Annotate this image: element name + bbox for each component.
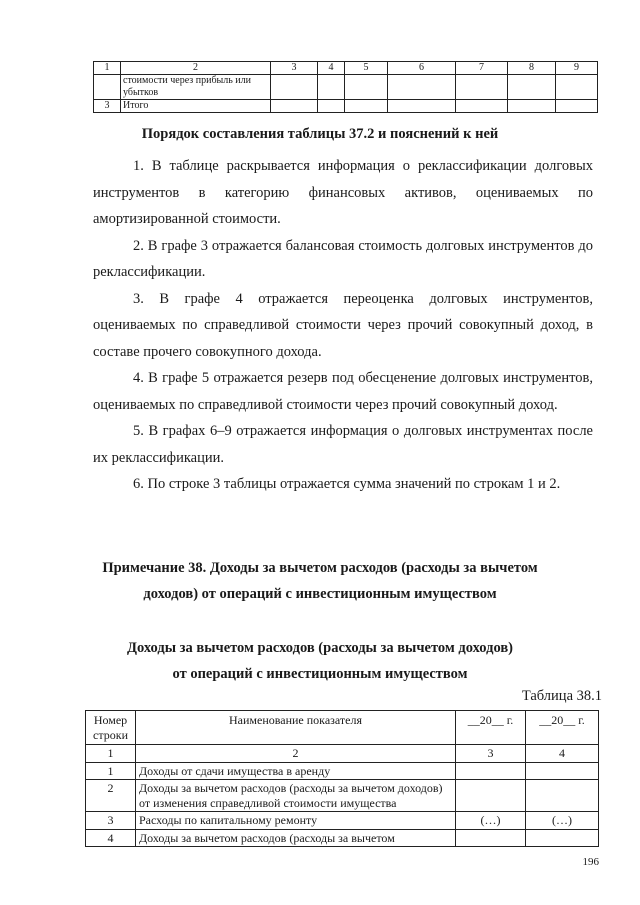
row-name: Доходы от сдачи имущества в аренду (136, 762, 456, 780)
column-number: 1 (94, 62, 121, 75)
header-year-1: __20__ г. (456, 711, 526, 745)
table-37-2-continuation (93, 61, 598, 113)
table-row (94, 100, 598, 113)
row-value (456, 762, 526, 780)
instruction-item: 3. В графе 4 отражается переоценка долговых инструментов, оцениваемых по справедливой стоимости через прочий совокупный доход, в составе прочего совокупного дохода. (93, 290, 593, 360)
instruction-item: 5. В графах 6–9 отражается информация о долговых инструментах после их реклассификации. (93, 423, 593, 466)
column-numbering-row (86, 745, 599, 763)
row-name: Расходы по капитальному ремонту (136, 812, 456, 830)
row-number: 2 (86, 780, 136, 812)
row-name: стоимости через прибыль или убытков (121, 75, 271, 100)
header-indicator-name: Наименование показателя (136, 711, 456, 745)
row-value (526, 762, 599, 780)
column-number: 7 (456, 62, 508, 75)
row-number: 3 (94, 100, 121, 113)
header-row-number: Номер строки (86, 711, 136, 745)
section-heading: Порядок составления таблицы 37.2 и пояснений к ней (141, 126, 499, 142)
table-row (86, 780, 599, 812)
instruction-item: 6. По строке 3 таблицы отражается сумма значений по строкам 1 и 2. (133, 476, 561, 492)
row-number (94, 75, 121, 100)
column-number: 4 (318, 62, 345, 75)
row-value (526, 780, 599, 812)
table-row (86, 762, 599, 780)
row-value (526, 829, 599, 847)
table-row (86, 829, 599, 847)
header-year-2: __20__ г. (526, 711, 599, 745)
row-number: 3 (86, 812, 136, 830)
column-number: 5 (345, 62, 388, 75)
column-number: 1 (86, 745, 136, 763)
column-number: 9 (556, 62, 598, 75)
column-number: 4 (526, 745, 599, 763)
instruction-item: 4. В графе 5 отражается резерв под обесценение долговых инструментов, оцениваемых по справедливой стоимости через прочий совокупный доход. (93, 370, 593, 413)
table-header-row (86, 711, 599, 745)
row-name: Доходы за вычетом расходов (расходы за вычетом (136, 829, 456, 847)
row-value (456, 829, 526, 847)
table-title-line-2: от операций с инвестиционным имуществом (172, 666, 468, 682)
column-numbering-row (94, 62, 598, 75)
column-number: 2 (136, 745, 456, 763)
row-name: Итого (121, 100, 271, 113)
instruction-item: 1. В таблице раскрывается информация о реклассификации долговых инструментов в категорию финансовых активов, оцениваемых по амортизированной стоимости. (93, 158, 593, 227)
row-number: 4 (86, 829, 136, 847)
instruction-item: 2. В графе 3 отражается балансовая стоимость долговых инструментов до реклассификации. (93, 237, 593, 280)
row-value: (…) (456, 812, 526, 830)
row-value: (…) (526, 812, 599, 830)
table-label: Таблица 38.1 (521, 688, 602, 704)
row-name: Доходы за вычетом расходов (расходы за вычетом доходов) от изменения справедливой стоимости имущества (136, 780, 456, 812)
column-number: 3 (271, 62, 318, 75)
column-number: 6 (388, 62, 456, 75)
column-number: 2 (121, 62, 271, 75)
table-row (94, 75, 598, 100)
row-value (456, 780, 526, 812)
note-heading-line-1: Примечание 38. Доходы за вычетом расходов (расходы за вычетом (102, 560, 538, 576)
table-row (86, 812, 599, 830)
page-number: 196 (582, 856, 599, 868)
table-38-1 (85, 710, 599, 847)
row-number: 1 (86, 762, 136, 780)
note-heading-line-2: доходов) от операций с инвестиционным имуществом (143, 586, 497, 602)
column-number: 3 (456, 745, 526, 763)
column-number: 8 (508, 62, 556, 75)
instructions-list (93, 153, 593, 498)
table-title-line-1: Доходы за вычетом расходов (расходы за вычетом доходов) (126, 640, 514, 656)
